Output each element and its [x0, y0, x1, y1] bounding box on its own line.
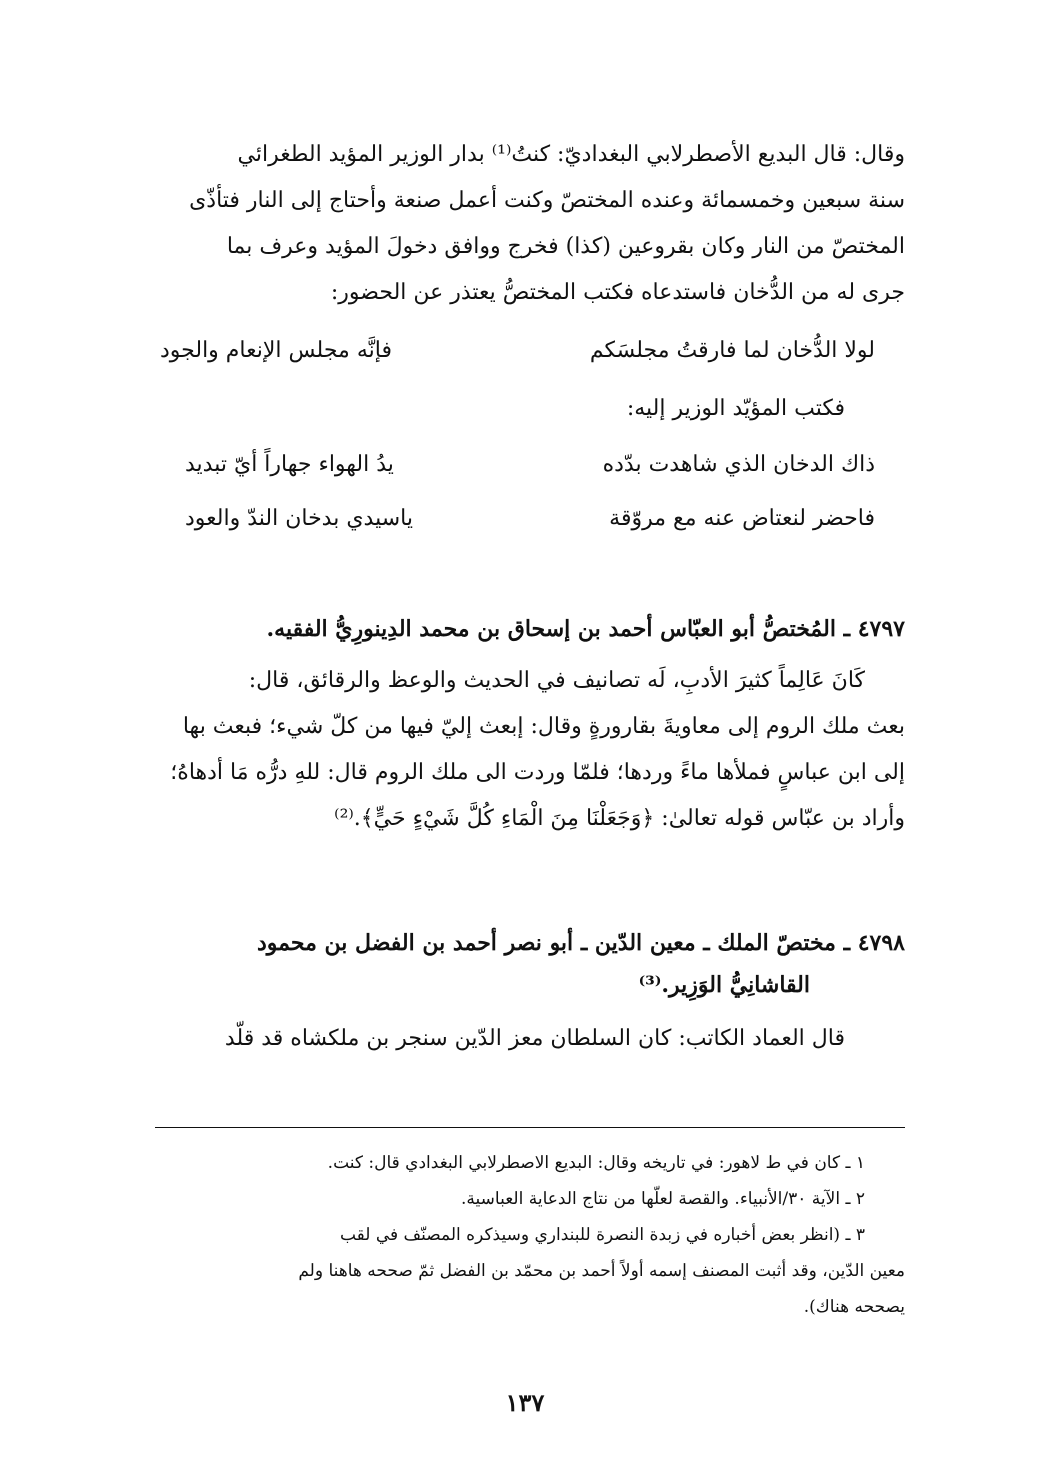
- footnotes: [155, 1150, 905, 1370]
- paragraph-line: قال العماد الكاتب: كان السلطان معز الدّين سنجر بن ملكشاه قد قلّد: [224, 1026, 845, 1051]
- verse-first-hemistich: لولا الدُّخان لما فارقتُ مجلسَكم: [589, 338, 875, 363]
- paragraph-line: بعث ملك الروم إلى معاويةَ بقارورةٍ وقال: إبعث إليّ فيها من كلّ شيء؛ فبعث بها: [182, 714, 905, 739]
- verse-row: [155, 336, 905, 366]
- verse-second-hemistich: ياسيدي بدخان الندّ والعود: [185, 506, 413, 531]
- page-number: ١٣٧: [505, 1388, 545, 1417]
- footnote-divider: [155, 1127, 905, 1128]
- paragraph-line: المختصّ من النار وكان بقروعين (كذا) فخرج ووافق دخولَ المؤيد وعرف بما: [226, 234, 905, 259]
- paragraph-line: سنة سبعين وخمسمائة وعنده المختصّ وكنت أعمل صنعة وأحتاج إلى النار فتأذّى: [189, 188, 905, 213]
- paragraph-line: كَانَ عَالِماً كثيرَ الأدبِ، لَه تصانيف في الحديث والوعظ والرقائق، قال:: [248, 668, 865, 693]
- verse-row: [155, 450, 905, 480]
- paragraph-line: وأراد بن عبّاس قوله تعالىٰ: ﴿وَجَعَلْنَا مِنَ الْمَاءِ كُلَّ شَيْءٍ حَيٍّ﴾.⁽²⁾: [334, 806, 905, 831]
- paragraph-line: إلى ابن عباسٍ فملأها ماءً وردها؛ فلمّا وردت الى ملك الروم قال: للهِ درُّه مَا أدهاهُ؛: [170, 760, 905, 785]
- paragraph-line: جرى له من الدُّخان فاستدعاه فكتب المختصُّ يعتذر عن الحضور:: [330, 280, 905, 305]
- footnote: يصححه هناك).: [803, 1297, 905, 1317]
- footnote: معين الدّين، وقد أثبت المصنف إسمه أولاً أحمد بن محمّد بن الفضل ثمّ صححه هاهنا ولم: [298, 1261, 905, 1281]
- verse-second-hemistich: فإنَّه مجلس الإنعام والجود: [160, 338, 392, 363]
- entry-heading: القاشانِيُّ الوَزِير.⁽³⁾: [638, 972, 810, 998]
- paragraph-line: فكتب المؤيّد الوزير إليه:: [626, 396, 845, 421]
- main-text: [155, 140, 905, 1080]
- footnote: ١ ـ كان في ط لاهور: في تاريخه وقال: البديع الاصطرلابي البغدادي قال: كنت.: [327, 1153, 865, 1173]
- paragraph-line: وقال: قال البديع الأصطرلابي البغداديّ: كنتُ⁽¹⁾ بدار الوزير المؤيد الطغرائي: [237, 142, 905, 167]
- footnote: ٣ ـ (انظر بعض أخباره في زبدة النصرة للبنداري وسيذكره المصنّف في لقب: [339, 1225, 865, 1245]
- verse-first-hemistich: فاحضر لنعتاض عنه مع مروّقة: [609, 506, 875, 531]
- footnote: ٢ ـ الآية ٣٠/الأنبياء. والقصة لعلّها من نتاج الدعاية العباسية.: [461, 1189, 865, 1209]
- verse-row: [155, 504, 905, 534]
- entry-heading: ٤٧٩٨ ـ مختصّ الملك ـ معين الدّين ـ أبو نصر أحمد بن الفضل بن محمود: [257, 930, 905, 956]
- verse-second-hemistich: يدُ الهواء جهاراً أيّ تبديد: [185, 452, 394, 477]
- verse-first-hemistich: ذاك الدخان الذي شاهدت بدّده: [602, 452, 875, 477]
- entry-heading: ٤٧٩٧ ـ المُختصُّ أبو العبّاس أحمد بن إسحاق بن محمد الدِينورِيُّ الفقيه.: [266, 616, 905, 642]
